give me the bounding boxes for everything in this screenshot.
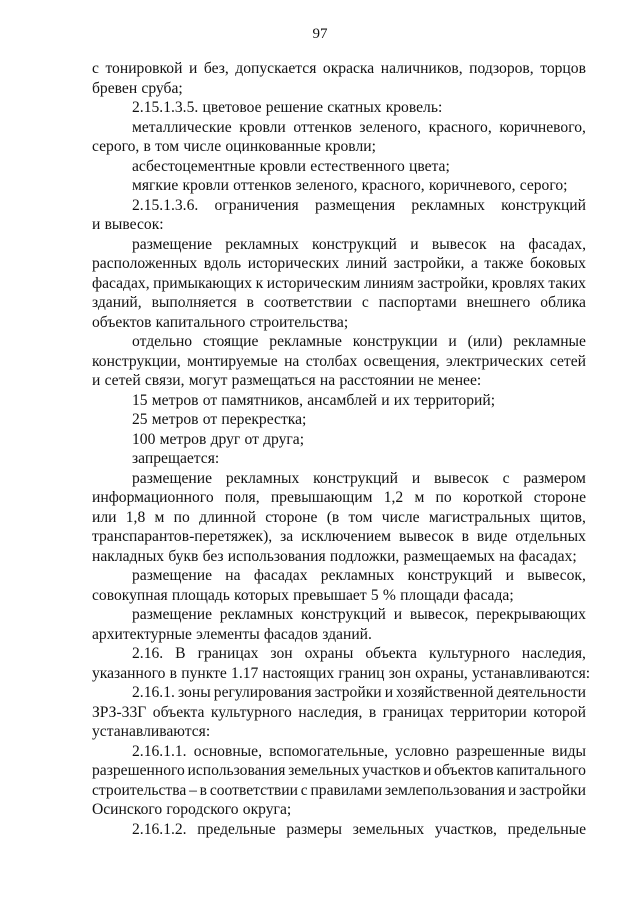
text-line: архитектурные элементы фасадов зданий. <box>92 625 372 643</box>
text-line: совокупная площадь которых превышает 5 % площади фасада; <box>92 586 514 604</box>
text-line: устанавливаются: <box>92 723 211 740</box>
text-line: 2.15.1.3.5. цветовое решение скатных кровель: <box>132 99 443 116</box>
text-line: асбестоцементные кровли естественного цвета; <box>132 157 450 175</box>
text-line: ЗРЗ-33Г объекта культурного наследия, в границах территории которой <box>92 703 586 721</box>
text-line: бревен сруба; <box>92 79 183 97</box>
text-line: разрешенного использования земельных участков и объектов капитального <box>92 762 586 779</box>
text-line: 2.16.1.2. предельные размеры земельных участков, предельные <box>132 820 586 838</box>
text-line: 25 метров от перекрестка; <box>132 411 307 428</box>
text-line: металлические кровли оттенков зеленого, красного, коричневого, <box>132 118 586 136</box>
text-line: отдельно стоящие рекламные конструкции и (или) рекламные <box>132 333 586 350</box>
text-line: конструкции, монтируемые на столбах освещения, электрических сетей <box>92 352 586 370</box>
text-line: строительства – в соответствии с правилами землепользования и застройки <box>92 781 586 799</box>
text-line: или 1,8 м по длинной стороне (в том числе магистральных щитов, <box>92 508 586 526</box>
text-line: зданий, выполняется в соответствии с паспортами внешнего облика <box>92 294 586 311</box>
text-line: и сетей связи, могут размещаться на расстоянии не менее: <box>92 372 482 389</box>
text-line: запрещается: <box>132 450 220 467</box>
text-line: 2.15.1.3.6. ограничения размещения рекламных конструкций <box>132 196 586 214</box>
text-line: указанного в пункте 1.17 настоящих границ зон охраны, устанавливаются: <box>92 664 591 682</box>
text-line: 100 метров друг от друга; <box>132 430 305 448</box>
text-line: объектов капитального строительства; <box>92 313 349 331</box>
text-line: транспарантов-перетяжек), за исключением вывесок в виде отдельных <box>92 528 586 545</box>
text-line: накладных букв без использования подложки, размещаемых на фасадах; <box>92 547 577 565</box>
text-line: серого, в том числе оцинкованные кровли; <box>92 138 376 155</box>
text-line: мягкие кровли оттенков зеленого, красного, коричневого, серого; <box>132 177 568 194</box>
document-body <box>92 59 591 839</box>
text-line: информационного поля, превышающим 1,2 м по короткой стороне <box>92 489 586 506</box>
text-line: Осинского городского округа; <box>92 801 292 818</box>
text-line: 15 метров от памятников, ансамблей и их территорий; <box>132 391 496 409</box>
text-line: 2.16.1.1. основные, вспомогательные, условно разрешенные виды <box>132 742 586 760</box>
text-line: 2.16.1. зоны регулирования застройки и хозяйственной деятельности <box>132 684 586 701</box>
text-line: расположенных вдоль исторических линий застройки, а также боковых <box>92 255 586 272</box>
text-line: и вывесок: <box>92 216 164 233</box>
text-line: размещение рекламных конструкций и вывесок с размером <box>132 469 586 487</box>
text-line: размещение на фасадах рекламных конструкций и вывесок, <box>132 567 586 584</box>
text-line: 2.16. В границах зон охраны объекта культурного наследия, <box>132 645 586 662</box>
text-line: размещение рекламных конструкций и вывесок, перекрывающих <box>132 606 586 623</box>
page-number: 97 <box>312 26 328 42</box>
text-line: размещение рекламных конструкций и вывесок на фасадах, <box>132 235 586 253</box>
text-line: фасадах, примыкающих к историческим линиям застройки, кровлях таких <box>92 274 586 292</box>
text-line: с тонировкой и без, допускается окраска наличников, подзоров, торцов <box>92 60 586 77</box>
